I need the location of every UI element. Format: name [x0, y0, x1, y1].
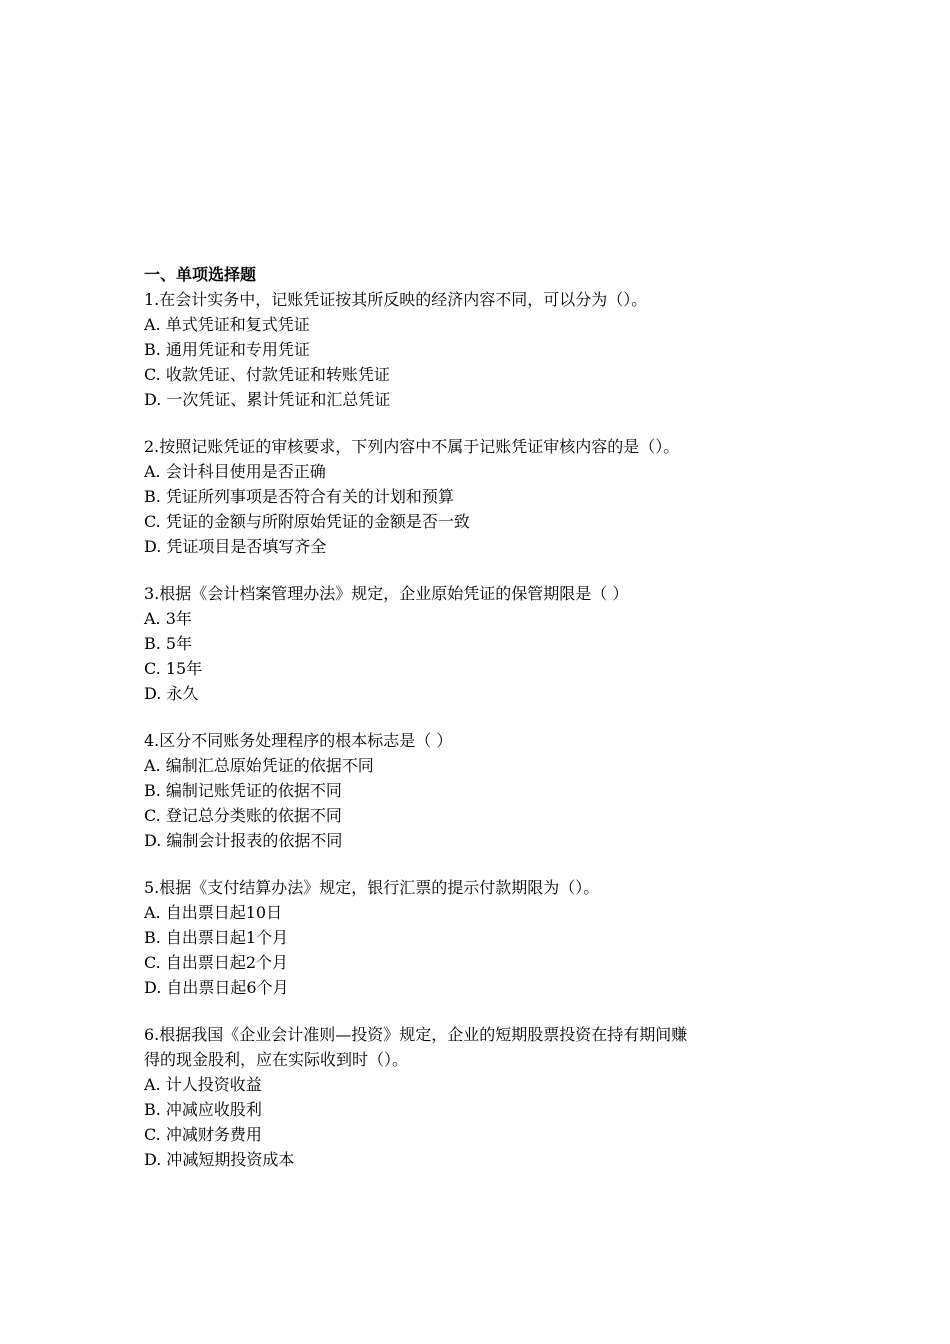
- option-a: A. 自出票日起10日: [144, 903, 283, 922]
- option-b: B. 编制记账凭证的依据不同: [144, 781, 342, 800]
- document-page: [144, 262, 824, 1172]
- option-c: C. 登记总分类账的依据不同: [144, 806, 342, 825]
- option-b: B. 凭证所列事项是否符合有关的计划和预算: [144, 487, 454, 506]
- option-b: B. 5年: [144, 634, 193, 653]
- option-d: D. 编制会计报表的依据不同: [144, 831, 343, 850]
- question-3: [144, 581, 824, 706]
- option-b: B. 自出票日起1个月: [144, 928, 289, 947]
- question-5: [144, 875, 824, 1000]
- option-a: A. 编制汇总原始凭证的依据不同: [144, 756, 374, 775]
- option-d: D. 自出票日起6个月: [144, 978, 289, 997]
- option-d: D. 一次凭证、累计凭证和汇总凭证: [144, 390, 391, 409]
- question-stem: 4.区分不同账务处理程序的根本标志是（ ）: [144, 731, 453, 750]
- option-c: C. 自出票日起2个月: [144, 953, 289, 972]
- option-a: A. 3年: [144, 609, 192, 628]
- question-stem: 5.根据《支付结算办法》规定，银行汇票的提示付款期限为（）。: [144, 878, 600, 897]
- question-stem-line-2: 得的现金股利，应在实际收到时（）。: [144, 1050, 409, 1069]
- question-1: [144, 287, 824, 412]
- question-stem: 3.根据《会计档案管理办法》规定，企业原始凭证的保管期限是（ ）: [144, 584, 629, 603]
- option-d: D. 冲减短期投资成本: [144, 1150, 295, 1169]
- question-4: [144, 728, 824, 853]
- question-stem-line-1: 6.根据我国《企业会计准则—投资》规定，企业的短期股票投资在持有期间赚: [144, 1025, 688, 1044]
- option-c: C. 冲减财务费用: [144, 1125, 262, 1144]
- option-d: D. 永久: [144, 684, 199, 703]
- option-c: C. 15年: [144, 659, 203, 678]
- question-stem: 1.在会计实务中，记账凭证按其所反映的经济内容不同，可以分为（）。: [144, 290, 648, 309]
- question-2: [144, 434, 824, 559]
- option-b: B. 冲减应收股利: [144, 1100, 262, 1119]
- option-a: A. 会计科目使用是否正确: [144, 462, 326, 481]
- option-a: A. 单式凭证和复式凭证: [144, 315, 310, 334]
- section-title: 一、单项选择题: [144, 265, 257, 284]
- option-b: B. 通用凭证和专用凭证: [144, 340, 310, 359]
- option-a: A. 计人投资收益: [144, 1075, 262, 1094]
- option-d: D. 凭证项目是否填写齐全: [144, 537, 327, 556]
- option-c: C. 凭证的金额与所附原始凭证的金额是否一致: [144, 512, 470, 531]
- question-6: [144, 1022, 824, 1172]
- question-stem: 2.按照记账凭证的审核要求，下列内容中不属于记账凭证审核内容的是（）。: [144, 437, 680, 456]
- option-c: C. 收款凭证、付款凭证和转账凭证: [144, 365, 390, 384]
